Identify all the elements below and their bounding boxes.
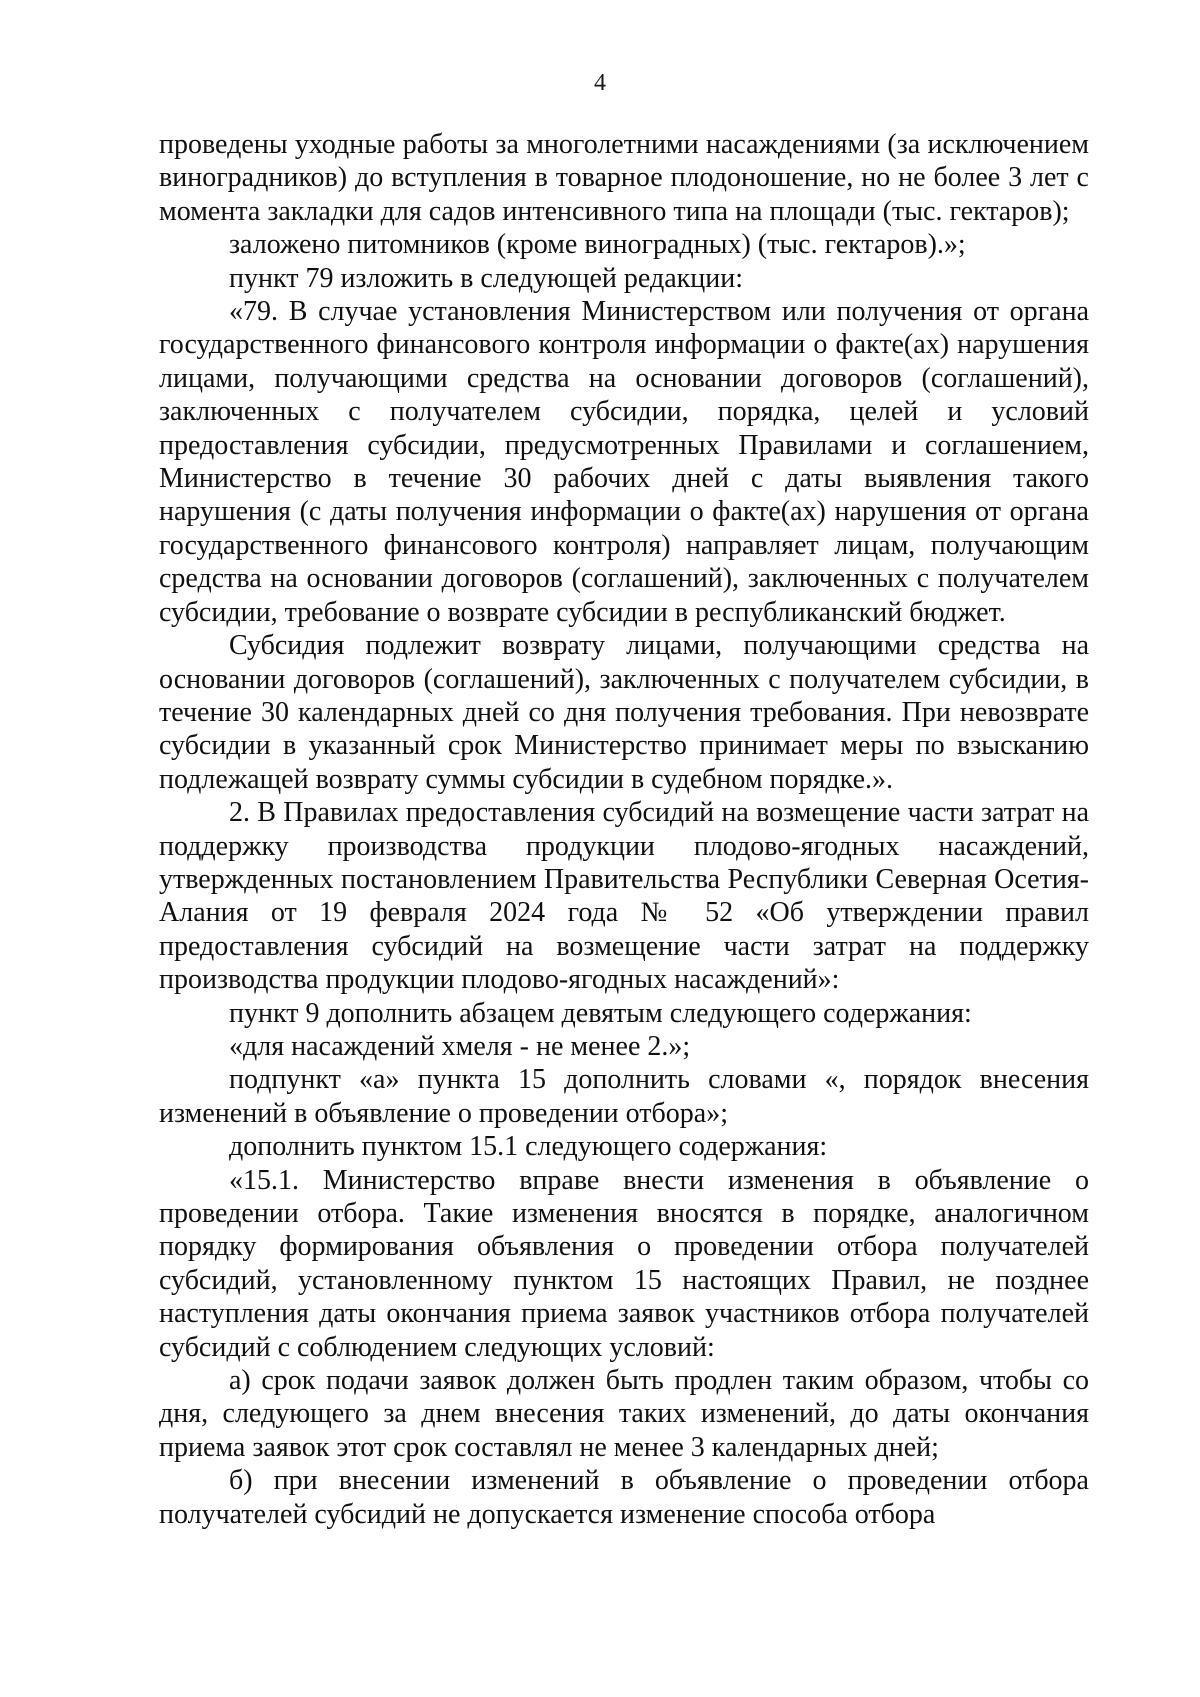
paragraph: а) срок подачи заявок должен быть продлен таким образом, чтобы со дня, следующего за днем внесения таких изменений, до даты окончания приема заявок этот срок составлял не менее 3 календарных дней; (159, 1365, 1089, 1463)
page-number: 4 (594, 70, 606, 96)
paragraph: «15.1. Министерство вправе внести изменения в объявление о проведении отбора. Такие изменения вносятся в порядке, аналогичном порядку формирования объявления о проведении отбора получателей субсидий, установленному пунктом 15 настоящих Правил, не позднее наступления даты окончания приема заявок участников отбора получателей субсидий с соблюдением следующих условий: (159, 1164, 1089, 1363)
paragraph: б) при внесении изменений в объявление о проведении отбора получателей субсидий не допускается изменение способа отбора (159, 1465, 1089, 1530)
paragraph: пункт 79 изложить в следующей редакции: (229, 262, 743, 294)
paragraph: пункт 9 дополнить абзацем девятым следующего содержания: (229, 997, 972, 1029)
document-body (159, 128, 1089, 1531)
paragraph: 2. В Правилах предоставления субсидий на возмещение части затрат на поддержку производства продукции плодово-ягодных насаждений, утвержденных постановлением Правительства Республики Северная Осетия-Алания от 19 февраля 2024 года № 52 «Об утверждении правил предоставления субсидий на возмещение части затрат на поддержку производства продукции плодово-ягодных насаждений»: (159, 797, 1089, 996)
paragraph: «79. В случае установления Министерством или получения от органа государственного финансового контроля информации о факте(ах) нарушения лицами, получающими средства на основании договоров (соглашений), заключенных с получателем субсидии, порядка, целей и условий предоставления субсидии, предусмотренных Правилами и соглашением, Министерство в течение 30 рабочих дней с даты выявления такого нарушения (с даты получения информации о факте(ах) нарушения от органа государственного финансового контроля) направляет лицам, получающим средства на основании договоров (соглашений), заключенных с получателем субсидии, требование о возврате субсидии в республиканский бюджет. (159, 296, 1089, 628)
paragraph: Субсидия подлежит возврату лицами, получающими средства на основании договоров (соглашений), заключенных с получателем субсидии, в течение 30 календарных дней со дня получения требования. При невозврате субсидии в указанный срок Министерство принимает меры по взысканию подлежащей возврату суммы субсидии в судебном порядке.». (159, 630, 1089, 795)
paragraph: дополнить пунктом 15.1 следующего содержания: (229, 1131, 828, 1163)
paragraph: «для насаждений хмеля - не менее 2.»; (229, 1030, 691, 1062)
paragraph: проведены уходные работы за многолетними насаждениями (за исключением виноградников) до вступления в товарное плодоношение, но не более 3 лет с момента закладки для садов интенсивного типа на площади (тыс. гектаров); (159, 129, 1089, 227)
paragraph: подпункт «а» пункта 15 дополнить словами «, порядок внесения изменений в объявление о проведении отбора»; (159, 1064, 1089, 1129)
paragraph: заложено питомников (кроме виноградных) (тыс. гектаров).»; (229, 229, 966, 261)
